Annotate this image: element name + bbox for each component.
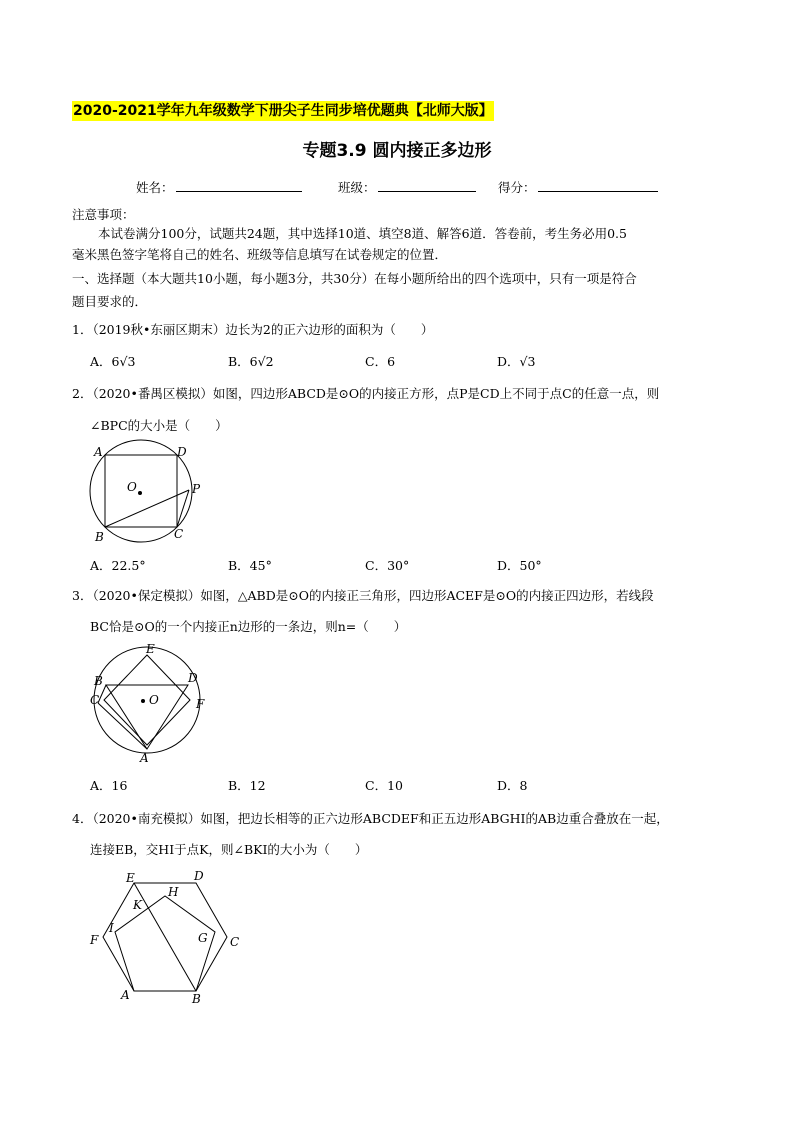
q2-square: [105, 455, 177, 527]
score-label: 得分：: [498, 180, 536, 195]
q2-label-o: O: [127, 480, 137, 494]
q4-label-c: C: [230, 935, 240, 949]
q4-figure: [82, 864, 252, 1010]
q2-segment-bp: [105, 490, 189, 527]
q1-option-c[interactable]: C．6: [365, 354, 396, 369]
score-field: [498, 178, 658, 196]
q4-label-f: F: [90, 933, 99, 947]
q3-figure: [84, 640, 220, 766]
q2-label-b: B: [95, 530, 104, 544]
q2-option-d[interactable]: D．50°: [497, 558, 542, 573]
notice-line-1: 本试卷满分100分，试题共24题，其中选择10道、填空8道、解答6道．答卷前，考生务必用0.5: [98, 226, 627, 241]
q4-label-d: D: [194, 869, 204, 883]
class-label: 班级：: [338, 180, 376, 195]
notice-line-2: 毫米黑色签字笔将自己的姓名、班级等信息填写在试卷规定的位置．: [72, 247, 448, 262]
class-blank: [378, 179, 476, 192]
q3-option-c[interactable]: C．10: [365, 778, 403, 793]
q2-label-d: D: [177, 445, 187, 459]
document-title: 专题3.9 圆内接正多边形: [302, 141, 492, 161]
q3-center-dot: [141, 699, 145, 703]
q3-square-acef: [104, 655, 190, 745]
section-heading-line-1: 一、选择题（本大题共10小题，每小题3分，共30分）在每小题所给出的四个选项中，只有一项是符合: [72, 271, 637, 286]
q2-option-b[interactable]: B．45°: [228, 558, 272, 573]
score-blank: [538, 179, 658, 192]
q4-label-k: K: [133, 898, 142, 912]
notice-heading: 注意事项：: [72, 207, 135, 222]
q2-option-a[interactable]: A．22.5°: [90, 558, 146, 573]
q3-label-b: B: [94, 674, 103, 688]
q3-label-d: D: [188, 671, 198, 685]
q4-label-b: B: [192, 992, 201, 1006]
class-field: [338, 178, 476, 196]
question-1-stem: 1．（2019秋•东丽区期末）边长为2的正六边形的面积为（ ）: [72, 322, 434, 337]
q3-label-o: O: [149, 693, 159, 707]
name-field: [136, 178, 302, 196]
q4-label-e: E: [126, 871, 135, 885]
q2-segment-cp: [177, 490, 189, 527]
q2-label-c: C: [174, 527, 184, 541]
q2-option-c[interactable]: C．30°: [365, 558, 410, 573]
question-4-stem-line-1: 4．（2020•南充模拟）如图，把边长相等的正六边形ABCDEF和正五边形ABGHI的AB边重合叠放在一起，: [72, 811, 669, 826]
q3-triangle-abd: [106, 685, 188, 749]
question-3-stem-line-1: 3．（2020•保定模拟）如图，△ABD是⊙O的内接正三角形，四边形ACEF是⊙O的内接正四边形，若线段: [72, 588, 654, 603]
section-heading-line-2: 题目要求的．: [72, 294, 148, 309]
q1-option-a[interactable]: A．6√3: [90, 354, 136, 369]
q3-label-a: A: [140, 751, 149, 765]
document-banner: 2020-2021学年九年级数学下册尖子生同步培优题典【北师大版】: [73, 103, 493, 119]
q3-option-a[interactable]: A．16: [90, 778, 128, 793]
name-blank: [176, 179, 302, 192]
q2-figure: [84, 436, 214, 552]
question-3-stem-line-2: BC恰是⊙O的一个内接正n边形的一条边，则n=（ ）: [90, 619, 407, 634]
q3-circle: [94, 647, 200, 753]
q1-option-d[interactable]: D．√3: [497, 354, 536, 369]
question-2-stem-line-1: 2．（2020•番禺区模拟）如图，四边形ABCD是⊙O的内接正方形，点P是CD上不同于点C的任意一点，则: [72, 386, 660, 401]
q3-option-d[interactable]: D．8: [497, 778, 528, 793]
q1-option-b[interactable]: B．6√2: [228, 354, 274, 369]
name-label: 姓名：: [136, 180, 174, 195]
q4-segment-eb: [134, 883, 196, 991]
q4-label-i: I: [109, 921, 114, 935]
q3-option-b[interactable]: B．12: [228, 778, 266, 793]
question-2-stem-line-2: ∠BPC的大小是（ ）: [90, 418, 228, 433]
q4-label-h: H: [168, 885, 179, 899]
q4-label-g: G: [198, 931, 208, 945]
q2-label-p: P: [192, 482, 201, 496]
q3-label-e: E: [146, 642, 155, 656]
q2-label-a: A: [94, 445, 103, 459]
q3-label-c: C: [90, 693, 100, 707]
q3-label-f: F: [196, 697, 205, 711]
q4-label-a: A: [121, 988, 130, 1002]
q2-center-dot: [138, 491, 142, 495]
question-4-stem-line-2: 连接EB，交HI于点K，则∠BKI的大小为（ ）: [90, 842, 368, 857]
